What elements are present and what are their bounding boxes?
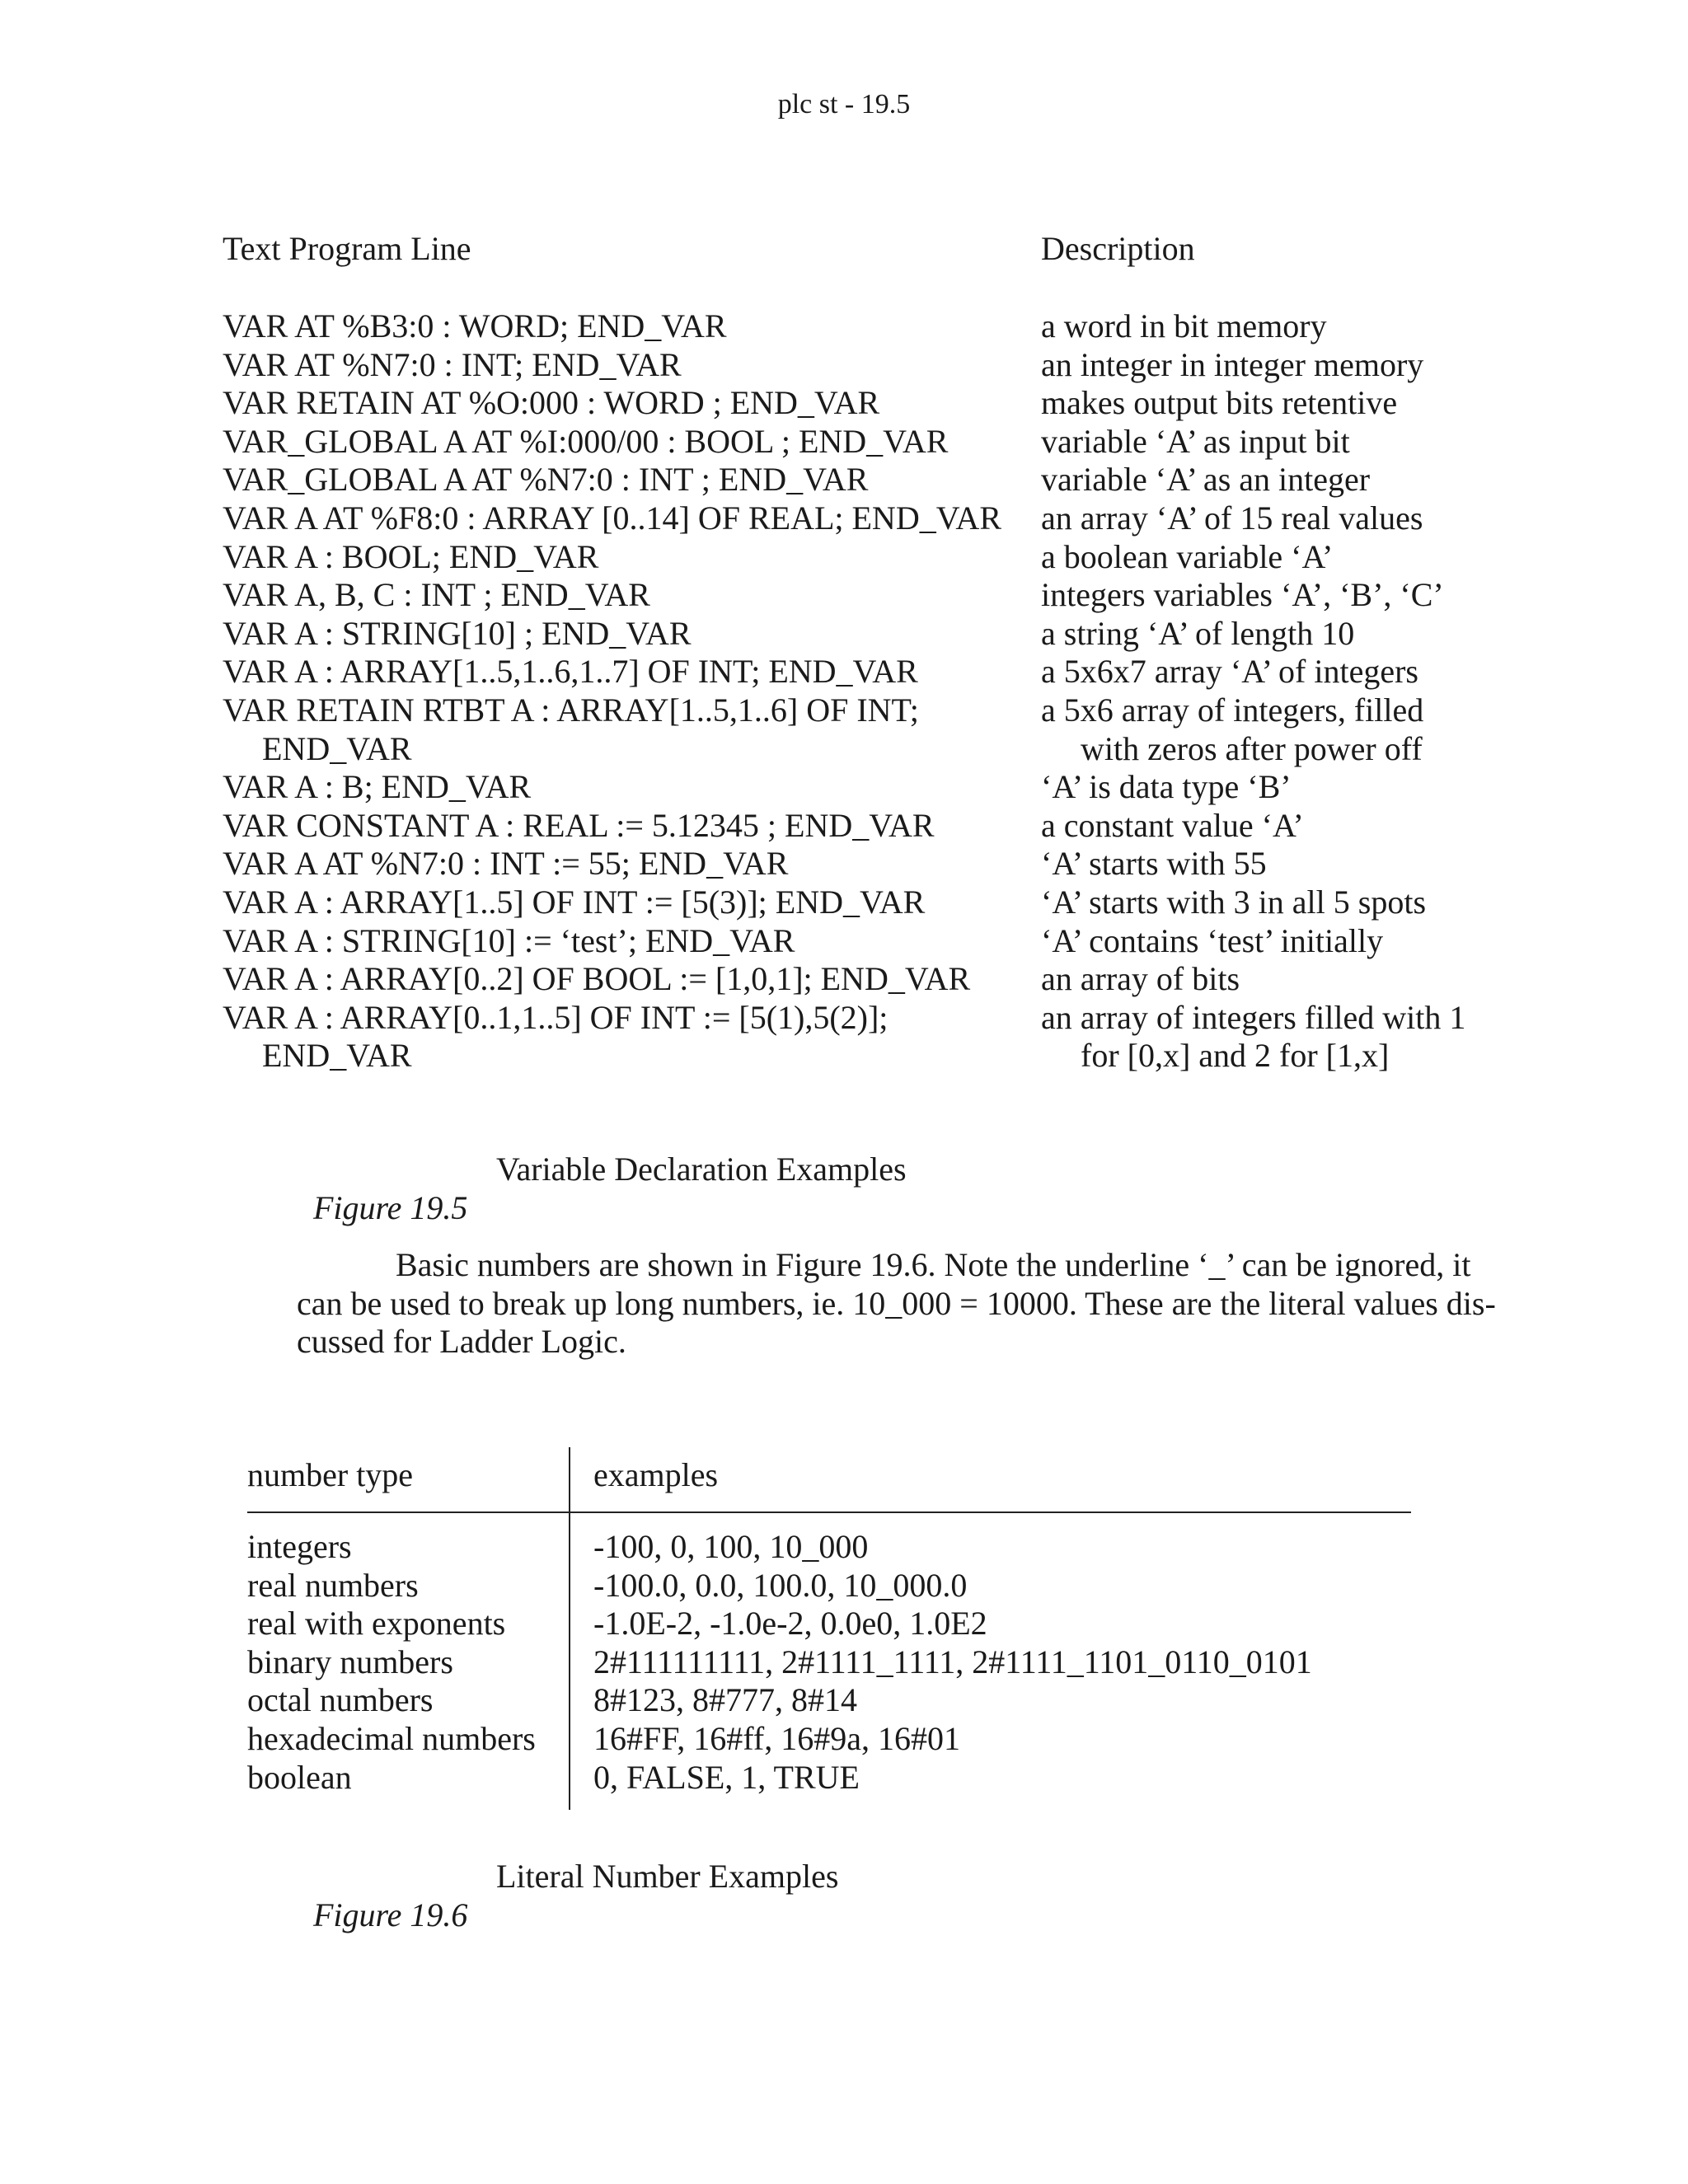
program-line: VAR_GLOBAL A AT %N7:0 : INT ; END_VAR [223, 461, 869, 499]
figure-19-5-caption [297, 1150, 907, 1227]
figure-19-5-label: Figure 19.5 [313, 1189, 468, 1226]
number-type-cell: octal numbers [247, 1681, 434, 1719]
program-description: makes output bits retentive [1041, 384, 1398, 422]
program-line: VAR A : ARRAY[1..5,1..6,1..7] OF INT; END_VAR [223, 653, 918, 691]
number-type-cell: binary numbers [247, 1643, 453, 1680]
table-row [0, 653, 1688, 691]
table-row-continuation [0, 730, 1688, 769]
program-line: VAR A, B, C : INT ; END_VAR [223, 576, 650, 614]
program-line: VAR A AT %N7:0 : INT := 55; END_VAR [223, 845, 789, 883]
program-line: END_VAR [262, 729, 412, 767]
program-line: VAR AT %B3:0 : WORD; END_VAR [223, 307, 727, 344]
table-row [0, 807, 1688, 846]
table-row [0, 845, 1688, 883]
program-line: END_VAR [262, 1037, 412, 1075]
program-description: an array ‘A’ of 15 real values [1041, 499, 1423, 537]
examples-cell: 0, FALSE, 1, TRUE [593, 1758, 860, 1796]
table-row-continuation [0, 1037, 1688, 1076]
examples-cell: 8#123, 8#777, 8#14 [593, 1681, 857, 1719]
number-type-cell: real with exponents [247, 1605, 506, 1643]
table-row [0, 960, 1688, 999]
paragraph-line: cussed for Ladder Logic. [297, 1323, 626, 1361]
paragraph-line: Basic numbers are shown in Figure 19.6. Note the underline ‘_’ can be ignored, it [396, 1246, 1471, 1283]
program-description: a boolean variable ‘A’ [1041, 537, 1334, 575]
literal-number-table [247, 1447, 1418, 1810]
column-header-description: Description [1041, 230, 1195, 267]
program-line: VAR A : ARRAY[0..1,1..5] OF INT := [5(1),5(2)]; [223, 998, 889, 1036]
program-line: VAR A : STRING[10] ; END_VAR [223, 614, 692, 652]
program-line: VAR AT %N7:0 : INT; END_VAR [223, 345, 682, 383]
program-description: an integer in integer memory [1041, 345, 1424, 383]
table-row [247, 1528, 1418, 1567]
table-row [0, 461, 1688, 499]
program-description: with zeros after power off [1081, 729, 1423, 767]
table-row [247, 1759, 1418, 1797]
program-line: VAR RETAIN AT %O:000 : WORD ; END_VAR [223, 384, 880, 422]
program-line: VAR A : ARRAY[0..2] OF BOOL := [1,0,1]; END_VAR [223, 960, 971, 998]
examples-cell: -100, 0, 100, 10_000 [593, 1528, 869, 1565]
program-description: ‘A’ contains ‘test’ initially [1041, 921, 1384, 959]
number-type-cell: hexadecimal numbers [247, 1720, 536, 1757]
body-paragraph [297, 1246, 1496, 1361]
header-rule [247, 1511, 1411, 1513]
table-row [247, 1567, 1418, 1605]
program-line: VAR A : BOOL; END_VAR [223, 537, 599, 575]
program-description: for [0,x] and 2 for [1,x] [1081, 1037, 1390, 1075]
paragraph-line: can be used to break up long numbers, ie. 10_000 = 10000. These are the literal values dis- [297, 1284, 1496, 1322]
program-description: integers variables ‘A’, ‘B’, ‘C’ [1041, 576, 1444, 614]
table-row [0, 691, 1688, 730]
table-row [0, 423, 1688, 462]
figure-19-6-label: Figure 19.6 [313, 1896, 468, 1933]
column-header-program-line: Text Program Line [223, 230, 471, 267]
table-row [247, 1720, 1418, 1759]
table-row [0, 538, 1688, 577]
figure-19-5-title: Variable Declaration Examples [496, 1151, 907, 1188]
program-description: a 5x6x7 array ‘A’ of integers [1041, 653, 1418, 691]
program-line: VAR A : STRING[10] := ‘test’; END_VAR [223, 921, 795, 959]
table-row [247, 1643, 1418, 1682]
program-line: VAR_GLOBAL A AT %I:000/00 : BOOL ; END_VAR [223, 422, 949, 460]
program-description: a word in bit memory [1041, 307, 1327, 344]
table-row [0, 307, 1688, 346]
program-description: variable ‘A’ as input bit [1041, 422, 1350, 460]
program-description: a constant value ‘A’ [1041, 806, 1304, 844]
program-line: VAR A AT %F8:0 : ARRAY [0..14] OF REAL; END_VAR [223, 499, 1001, 537]
program-description: variable ‘A’ as an integer [1041, 461, 1371, 499]
table-row [0, 576, 1688, 615]
declaration-examples-table [0, 307, 1688, 1076]
figure-19-6-title: Literal Number Examples [496, 1858, 839, 1895]
table-row [247, 1681, 1418, 1720]
table-row [0, 615, 1688, 654]
program-description: an array of integers filled with 1 [1041, 998, 1466, 1036]
figure-19-6-caption [297, 1857, 839, 1934]
examples-cell: 16#FF, 16#ff, 16#9a, 16#01 [593, 1720, 960, 1757]
examples-cell: 2#111111111, 2#1111_1111, 2#1111_1101_0110_0101 [593, 1643, 1312, 1680]
table-row [247, 1605, 1418, 1643]
program-description: a string ‘A’ of length 10 [1041, 614, 1355, 652]
table-row [0, 384, 1688, 423]
program-description: ‘A’ is data type ‘B’ [1041, 768, 1292, 806]
number-type-cell: real numbers [247, 1566, 419, 1604]
examples-cell: -100.0, 0.0, 100.0, 10_000.0 [593, 1566, 968, 1604]
program-description: an array of bits [1041, 960, 1240, 998]
column-header-examples: examples [593, 1456, 719, 1493]
table-row [0, 883, 1688, 922]
program-description: ‘A’ starts with 3 in all 5 spots [1041, 883, 1427, 921]
running-head: plc st - 19.5 [777, 89, 911, 120]
table-row [0, 346, 1688, 385]
program-description: a 5x6 array of integers, filled [1041, 691, 1424, 729]
program-line: VAR A : B; END_VAR [223, 768, 532, 806]
program-line: VAR CONSTANT A : REAL := 5.12345 ; END_VAR [223, 806, 935, 844]
examples-cell: -1.0E-2, -1.0e-2, 0.0e0, 1.0E2 [593, 1605, 987, 1643]
table-row [0, 768, 1688, 807]
program-line: VAR RETAIN RTBT A : ARRAY[1..5,1..6] OF INT; [223, 691, 919, 729]
program-line: VAR A : ARRAY[1..5] OF INT := [5(3)]; END_VAR [223, 883, 926, 921]
number-type-cell: boolean [247, 1758, 352, 1796]
table-row [0, 499, 1688, 538]
table-row [0, 999, 1688, 1038]
program-description: ‘A’ starts with 55 [1041, 845, 1267, 883]
column-header-number-type: number type [247, 1456, 414, 1493]
table-row [0, 922, 1688, 961]
number-type-cell: integers [247, 1528, 352, 1565]
